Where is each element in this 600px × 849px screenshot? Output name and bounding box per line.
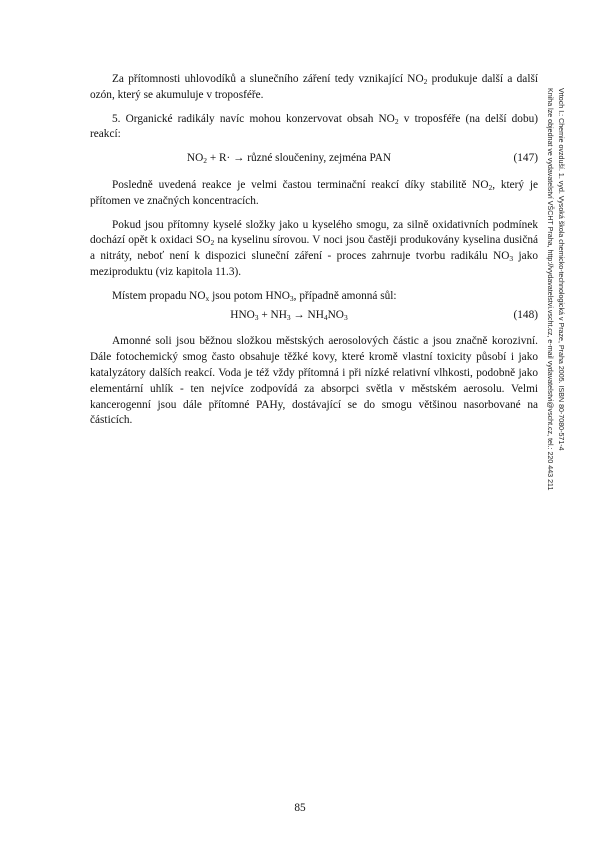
paragraph-3: Posledně uvedená reakce je velmi častou terminační reakcí díky stabilitě $NO_2$, který je přítomen ve značných koncentracích. — [90, 178, 538, 207]
paragraph-6: Amonné soli jsou běžnou složkou městských aerosolových částic a jsou značně korozivní. Dále fotochemický smog často obsahuje těžké kovy, které kromě vlastní toxicity působí i jako katalyzátory dalších reakcí. Voda je též vždy přítomná i při nízké relativní vlhkosti, podobně jako elementární uhlík - ten nejvíce zodpovídá za absorpci světla v městském aerosolu. Velmi kancerogenní jsou dále přítomné PAHy, dostávající se do smogu většinou nasorbované na částicích. — [90, 335, 538, 427]
paragraph-1: Za přítomnosti uhlovodíků a slunečního záření tedy vznikající $NO_2$ produkuje další a další ozón, který se akumuluje v troposféře. — [90, 73, 538, 101]
paragraph-2: 5. Organické radikály navíc mohou konzervovat obsah $NO_2$ v troposféře (na delší dobu) reakcí: — [90, 112, 539, 141]
citation-line-2: Kniha lze objednat ve vydavatelství VŠCHT Praha, http://vydavatelstvi.vscht.cz, e-mail vydavatelstvi@vscht.cz, tel.: 220 443 211 — [546, 88, 555, 491]
equation-148-expression: $HNO_3 + NH_3 \to NH_4NO_3$ — [230, 308, 348, 322]
equation-147-expression: $NO_2 + R\cdot$ → různé sloučeniny, zejména PAN — [186, 152, 392, 166]
equation-148-number: (148) — [513, 308, 538, 321]
equation-148 — [90, 308, 538, 324]
paragraph-5: Místem propadu $NO_x$ jsou potom $HNO_3$, případně amonná sůl: — [112, 289, 397, 303]
main-text — [90, 72, 538, 437]
page-number: 85 — [294, 802, 306, 814]
equation-147-number: (147) — [513, 152, 538, 165]
paragraph-4: Pokud jsou přítomny kyselé složky jako u kyselého smogu, za silně oxidativních podmínek dochází opět k oxidaci $SO_2$ na kyselinu sírovou. V noci jsou častěji produkovány kyselina dusičná a nitráty, neboť není k dispozici sluneční záření - proces zahrnuje tvorbu radikálu $NO_3$ jako meziproduktu (viz kapitola 11.3). — [90, 218, 538, 278]
citation-sidebar — [545, 88, 566, 548]
citation-line-1: Vrtoch I.: Chemie ovzduší. 1. vyd. Vysoká škola chemicko-technologická v Praze, Praha 2005. ISBN 80-7080-571-4 — [557, 88, 565, 451]
equation-147 — [90, 151, 538, 167]
